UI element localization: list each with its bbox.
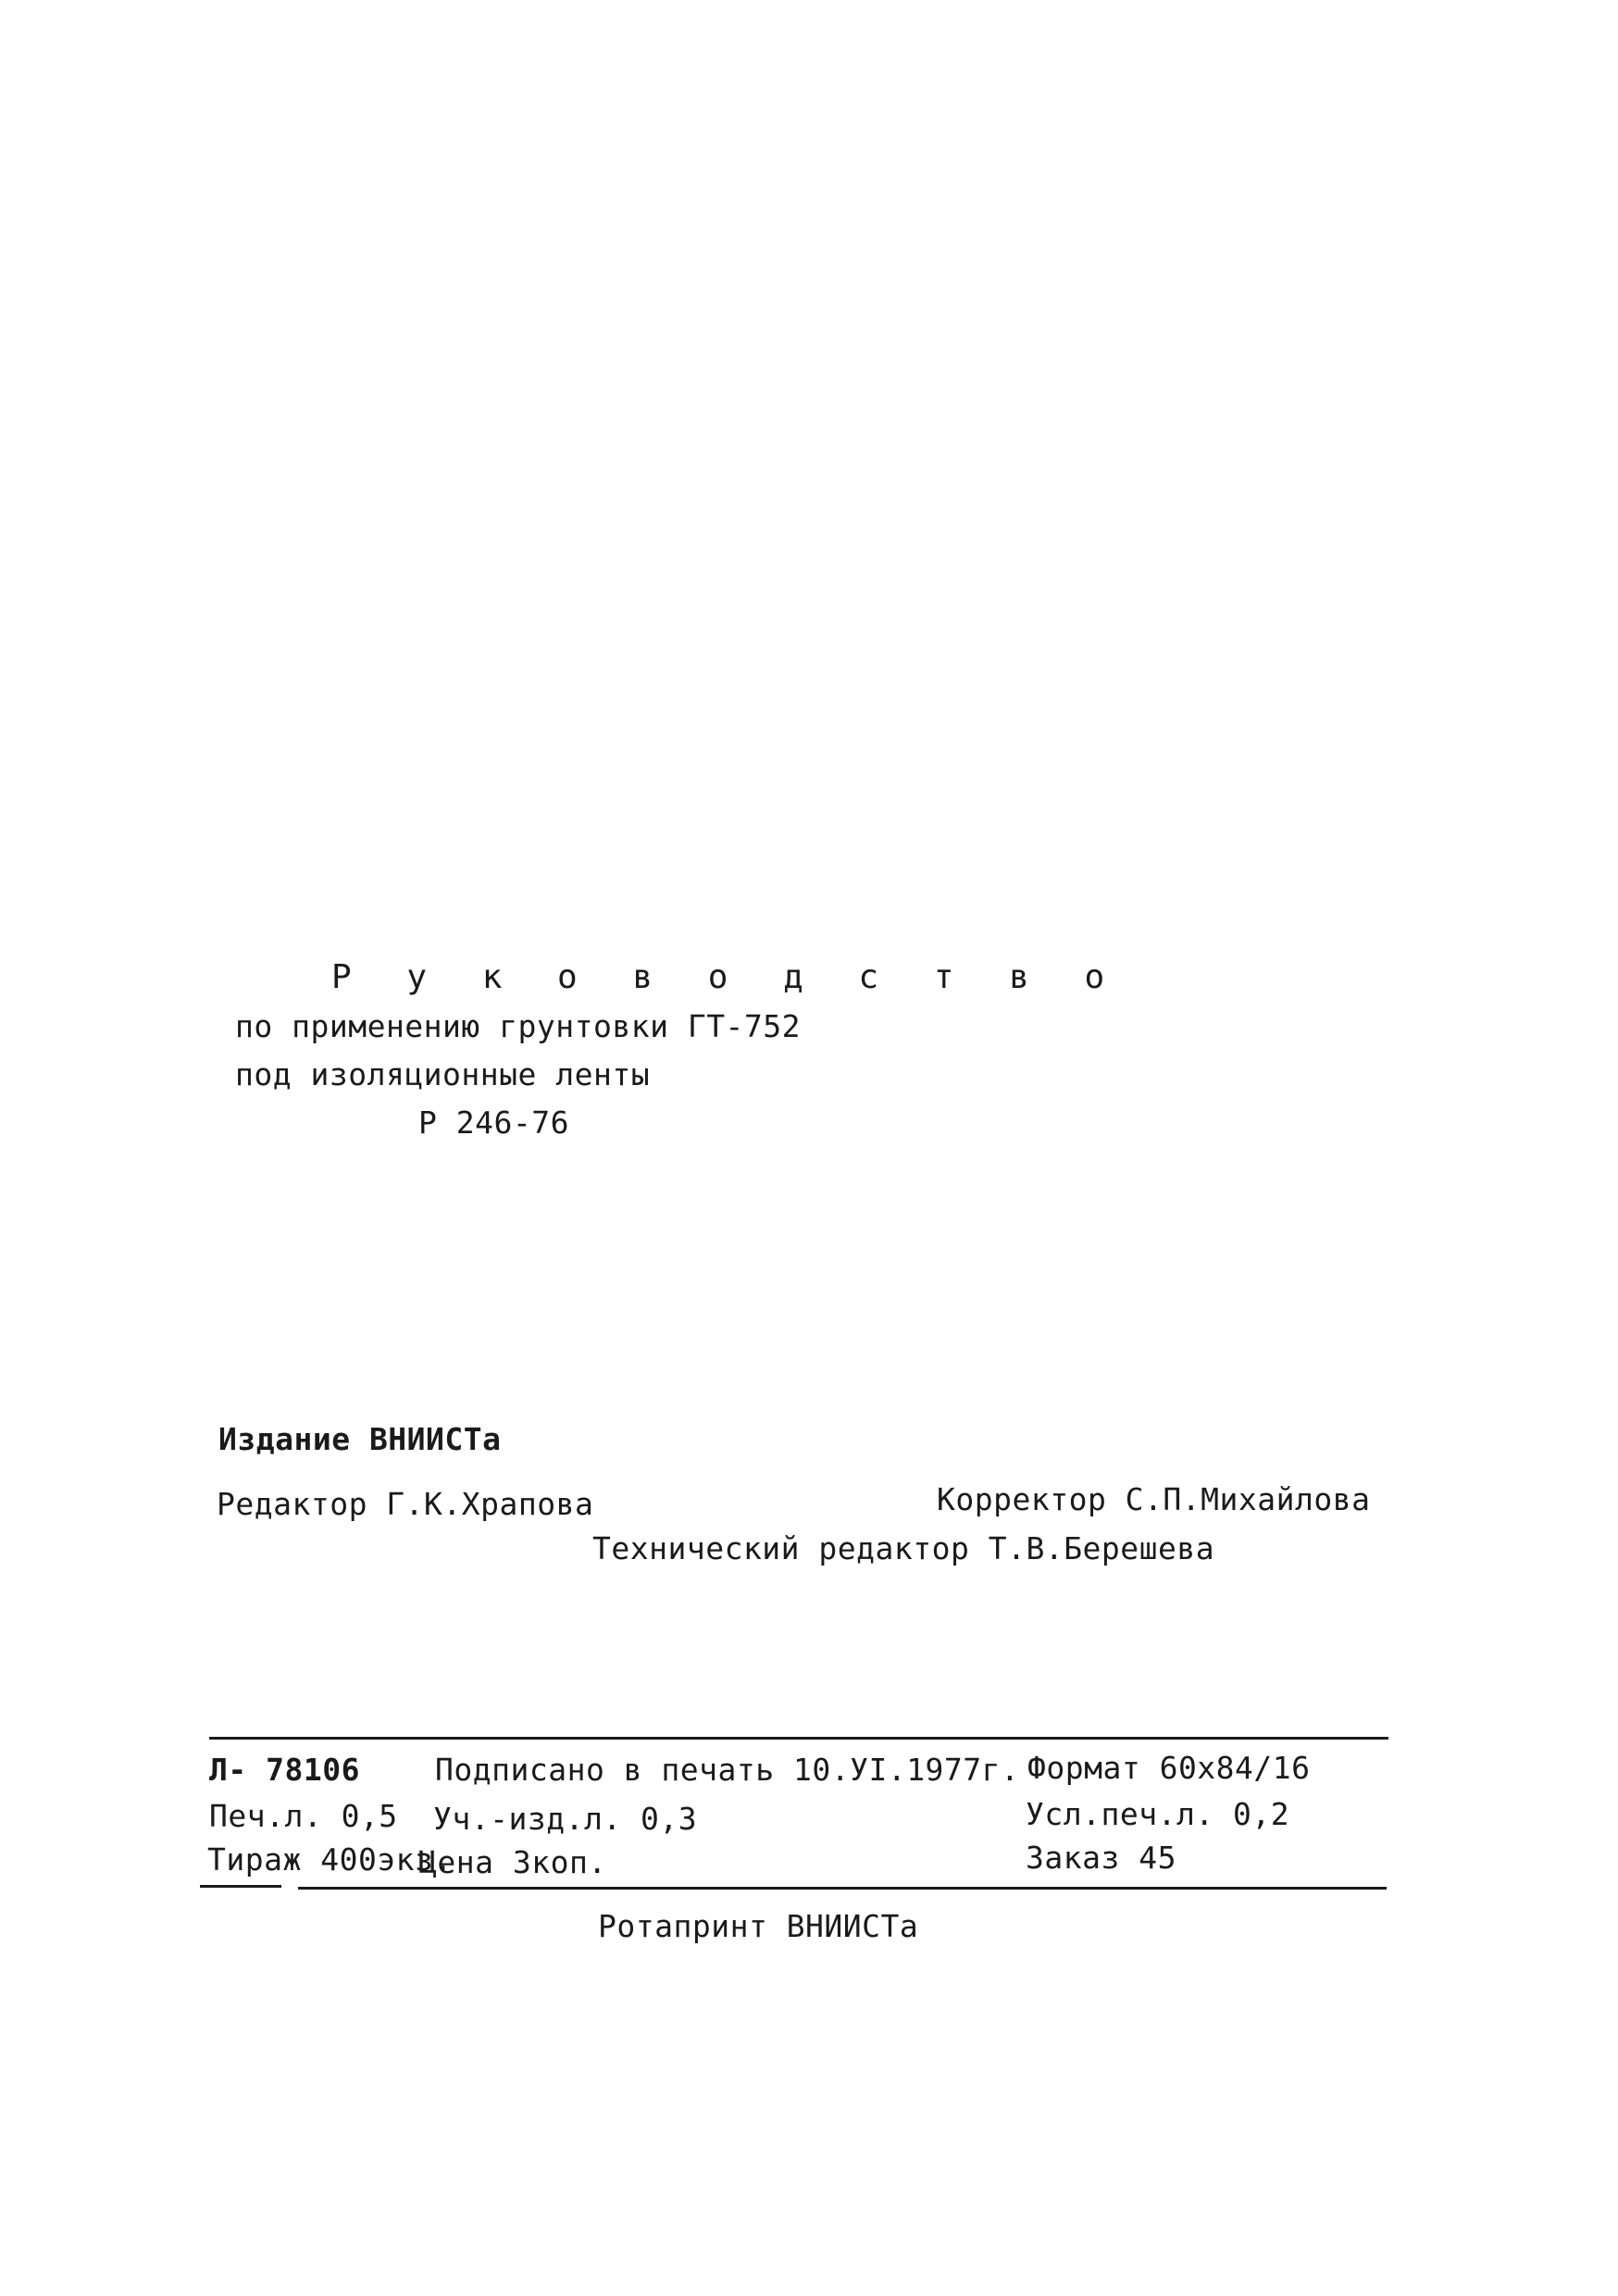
imprint-price: Цена 3коп. [418, 1844, 607, 1880]
imprint-top-rule [209, 1737, 1388, 1740]
imprint-print-sheets: Печ.л. 0,5 [209, 1798, 398, 1834]
imprint-code: Л- 78106 [209, 1752, 360, 1788]
document-title-line-2: под изоляционные ленты [235, 1056, 651, 1092]
printer-line: Ротапринт ВНИИСТа [598, 1908, 919, 1944]
imprint-order: Заказ 45 [1026, 1840, 1176, 1876]
document-heading: Р у к о в о д с т в о [331, 958, 1123, 996]
imprint-bottom-rule-left [200, 1885, 281, 1888]
imprint-edit-sheets: Уч.-изд.л. 0,3 [433, 1801, 698, 1837]
imprint-bottom-rule [298, 1887, 1387, 1890]
imprint-cond-sheets: Усл.печ.л. 0,2 [1026, 1796, 1290, 1832]
document-title-line-1: по применению грунтовки ГТ-752 [235, 1008, 802, 1044]
tech-editor-line: Технический редактор Т.В.Берешева [592, 1530, 1215, 1566]
imprint-signed: Подписано в печать 10.УI.1977г. [435, 1752, 1020, 1788]
imprint-circulation: Тираж 400экз. [207, 1841, 453, 1878]
document-code: Р 246-76 [418, 1104, 569, 1141]
publisher-line: Издание ВНИИСТа [218, 1421, 502, 1457]
editor-line: Редактор Г.К.Храпова [217, 1486, 594, 1522]
imprint-format: Формат 60x84/16 [1027, 1750, 1311, 1786]
corrector-line: Корректор С.П.Михайлова [937, 1481, 1371, 1517]
